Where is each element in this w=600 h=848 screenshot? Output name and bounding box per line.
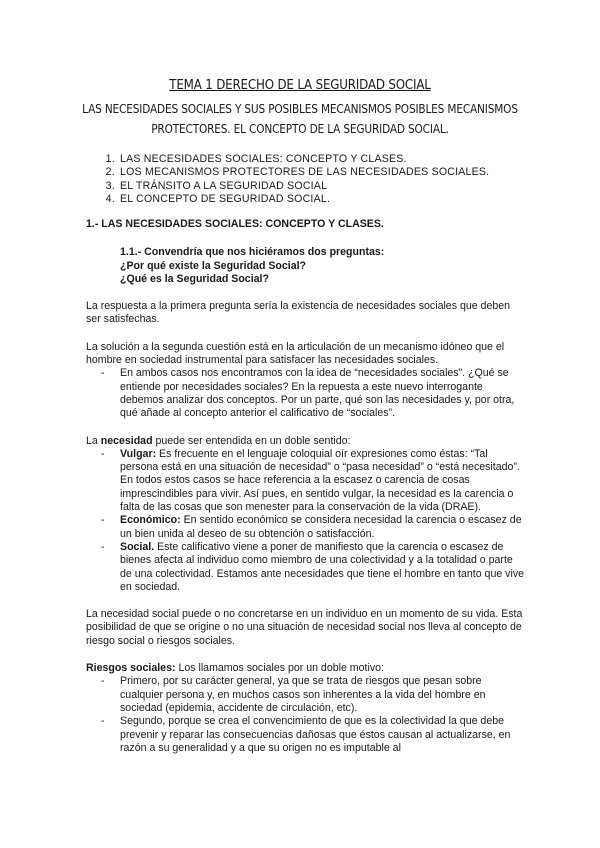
necesidad-intro xyxy=(86,435,526,448)
necesidad-intro-pre: La xyxy=(86,434,101,447)
bullet-riesgo-primero: - Primero, por su carácter general, ya que se trata de riesgos que pesan sobre cualquier persona y, en muchos casos son inherentes a la vida del hombre en sociedad (epidemia, accidente de circulación, etc). xyxy=(120,675,526,715)
bullet-social xyxy=(120,541,526,594)
table-of-contents xyxy=(86,153,518,206)
vulgar-text: Es frecuente en el lenguaje coloquial oír expresiones como éstas: “Tal persona está en una situación de necesidad” o “pasa necesidad” o “está necesitado”. En todos estos casos se hace referencia a la escasez o carencia de cosas imprescindibles para vivir. Así pues, en sentido vulgar, la necesidad es la carencia o falta de las cosas que son menester para la conservación de la vida (DRAE). xyxy=(120,447,520,514)
paragraph-1: La respuesta a la primera pregunta sería la existencia de necesidades sociales que deben ser satisfechas. xyxy=(86,300,511,326)
subtitle-line-2: PROTECTORES. EL CONCEPTO DE LA SEGURIDAD SOCIAL. xyxy=(151,122,449,136)
social-text: Este calificativo viene a poner de manifiesto que la carencia o escasez de bienes afecta al individuo como miembro de una colectividad y a la totalidad o parte de una colectividad. Estamos ante necesidades que tiene el hombre en tanto que vive en sociedad. xyxy=(120,540,525,593)
necesidad-intro-post: puede ser entendida en un doble sentido: xyxy=(152,434,351,447)
page-subtitle xyxy=(71,99,529,139)
section-1 xyxy=(86,218,526,755)
question-intro: 1.1.- Convendría que nos hiciéramos dos preguntas: xyxy=(120,246,385,259)
bullet-vulgar xyxy=(120,448,526,514)
economico-label: Económico: xyxy=(120,514,181,527)
question-2: ¿Qué es la Seguridad Social? xyxy=(120,272,269,285)
necesidad-intro-bold: necesidad xyxy=(100,434,153,447)
paragraph-2: La solución a la segunda cuestión está en la articulación de un mecanismo idóneo que el hombre en sociedad instrumental para satisfacer las necesidades sociales. xyxy=(86,340,505,367)
bullet-economico xyxy=(120,514,526,541)
riesgos-intro xyxy=(86,662,526,675)
bullet-list-riesgos xyxy=(86,675,526,755)
section-heading: 1.- LAS NECESIDADES SOCIALES: CONCEPTO Y CLASES. xyxy=(86,218,384,230)
paragraph-3: La necesidad social puede o no concretarse en un individuo en un momento de su vida. Esta posibilidad de que se origine o no una situación de necesidad social nos lleva al concepto de riesgo social o riesgos sociales. xyxy=(86,608,523,647)
toc-item-3: 3. EL TRÁNSITO A LA SEGURIDAD SOCIAL xyxy=(118,180,518,193)
page-title: TEMA 1 DERECHO DE LA SEGURIDAD SOCIAL xyxy=(169,78,431,93)
bullet-riesgo-segundo: - Segundo, porque se crea el convencimiento de que es la colectividad la que debe prevenir y reparar las consecuencias dañosas que éstos causan al actualizarse, en razón a su generalidad y a que su origen no es imputable al xyxy=(120,715,526,755)
bullet-list-necesidad xyxy=(86,448,526,594)
question-1: ¿Por qué existe la Seguridad Social? xyxy=(120,259,307,272)
bullet-necesidades-sociales: - En ambos casos nos encontramos con la idea de “necesidades sociales”. ¿Qué se entiende por necesidades sociales? En la repuesta a este nuevo interrogante debemos analizar dos conceptos. Por un parte, qué son las necesidades y, por otra, qué añade al concepto anterior el calificativo de “sociales”. xyxy=(120,367,526,420)
economico-text: En sentido económico se considera necesidad la carencia o escasez de un bien unida al deseo de su obtención o satisfacción. xyxy=(120,514,522,540)
vulgar-label: Vulgar: xyxy=(120,447,157,460)
document-body xyxy=(86,153,518,206)
riesgos-label: Riesgos sociales: xyxy=(86,662,176,675)
toc-item-4: 4. EL CONCEPTO DE SEGURIDAD SOCIAL. xyxy=(118,193,518,206)
title-block xyxy=(40,78,560,139)
toc-item-1: 1. LAS NECESIDADES SOCIALES: CONCEPTO Y CLASES. xyxy=(118,153,518,166)
social-label: Social. xyxy=(120,540,155,553)
toc-item-2: 2. LOS MECANISMOS PROTECTORES DE LAS NECESIDADES SOCIALES. xyxy=(118,166,518,179)
bullet-list-1 xyxy=(86,367,526,420)
questions-block xyxy=(120,246,526,286)
subtitle-line-1: LAS NECESIDADES SOCIALES Y SUS POSIBLES MECANISMOS POSIBLES MECANISMOS xyxy=(82,102,518,116)
riesgos-text: Los llamamos sociales por un doble motivo: xyxy=(175,662,384,675)
